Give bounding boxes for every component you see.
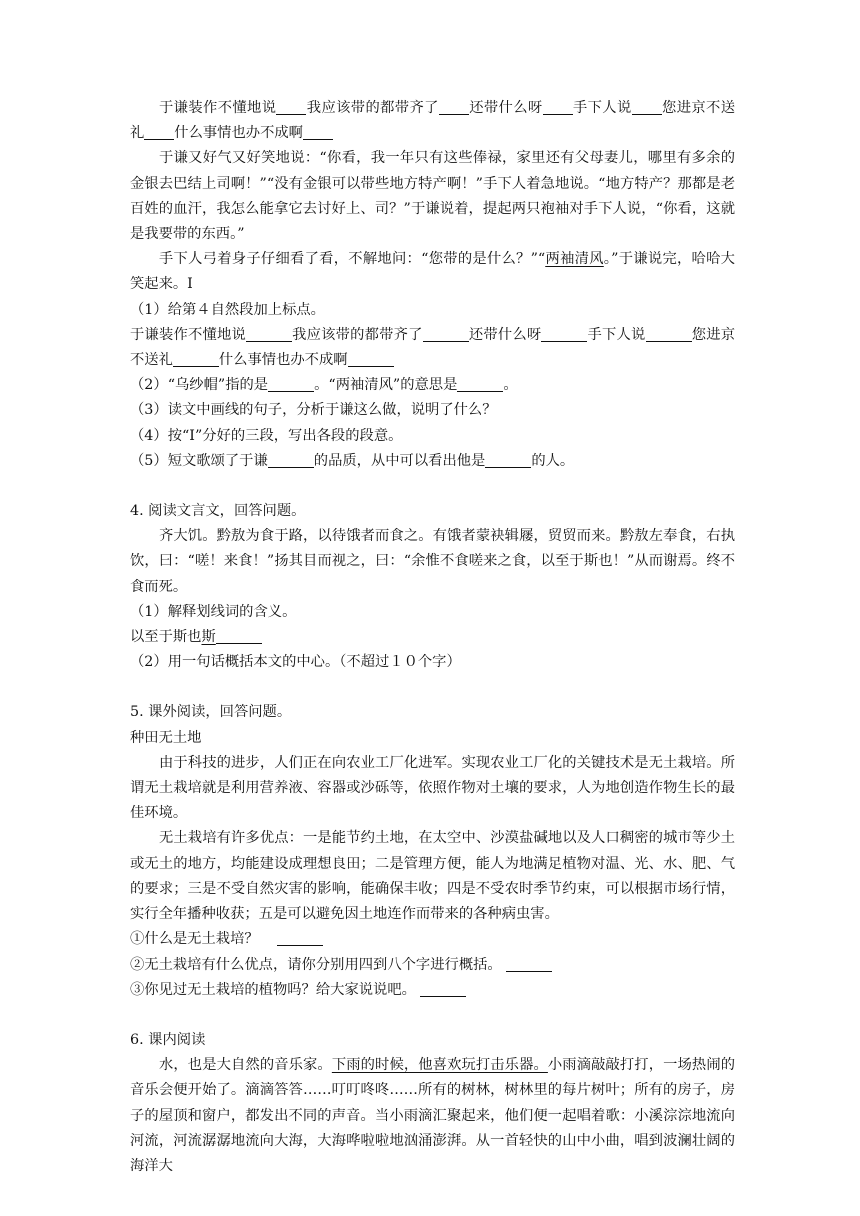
section-6-paragraph: 水，也是大自然的音乐家。下雨的时候，他喜欢玩打击乐器。小雨滴敲敲打打，一场热闹的音乐会便开始了。滴滴答答……叮叮咚咚……所有的树林，树林里的每片树叶；所有的房子，房子的屋顶和窗户，都发出不同的声音。当小雨滴汇聚起来，他们便一起唱着歌：小溪淙淙地流向河流，河流潺潺地流向大海，大海哗啦啦地汹涌澎湃。从一首轻快的山中小曲，唱到波澜壮阔的海洋大 xyxy=(130,1057,736,1174)
underlined-phrase: 两袖清风 xyxy=(545,251,604,268)
question-3-1: （1）给第４自然段加上标点。 xyxy=(130,301,325,318)
worksheet-page xyxy=(130,96,735,1179)
section-4-heading: 4. 阅读文言文，回答问题。 xyxy=(130,503,306,520)
question-5-1: ①什么是无土栽培？ xyxy=(130,927,735,952)
question-4-1-line: 以至于斯也斯 xyxy=(130,625,735,650)
story-paragraph-6: 手下人弓着身子仔细看了看，不解地问：“您带的是什么？”“两袖清风。”于谦说完，哈哈大笑起来。Ⅰ xyxy=(130,251,735,293)
question-4-1: （1）解释划线词的含义。 xyxy=(130,603,297,620)
section-6-heading: 6. 课内阅读 xyxy=(130,1031,206,1048)
story-paragraph-5: 于谦又好气又好笑地说：“你看，我一年只有这些俸禄，家里还有父母妻儿，哪里有多余的金银去巴结上司啊！”“没有金银可以带些地方特产啊！”手下人着急地说。“地方特产？那都是老百姓的血汗，我怎么能拿它去讨好上、司？”于谦说着，提起两只袍袖对手下人说，“你看，这就是我要带的东西。” xyxy=(130,150,735,243)
question-5-3: ③你见过无土栽培的植物吗？给大家说说吧。 xyxy=(130,978,735,1003)
story-paragraph-4: 于谦装作不懂地说 我应该带的都带齐了 还带什么呀 手下人说 您进京不送礼 什么事情也办不成啊 xyxy=(130,100,736,142)
section-5-paragraph-1: 由于科技的进步，人们正在向农业工厂化进军。实现农业工厂化的关键技术是无土栽培。所谓无土栽培就是利用营养液、容器或沙砾等，依照作物对土壤的要求，人为地创造作物生长的最佳环境。 xyxy=(130,754,735,822)
question-3-4: （4）按“Ⅰ”分好的三段，写出各段的段意。 xyxy=(130,427,403,444)
section-5-paragraph-2: 无土栽培有许多优点：一是能节约土地，在太空中、沙漠盐碱地以及人口稠密的城市等少土或无土的地方，均能建设成理想良田；二是管理方便，能人为地满足植物对温、光、水、肥、气的要求；三是不受自然灾害的影响，能确保丰收；四是不受农时季节约束，可以根据市场行情，实行全年播种收获；五是可以避免因土地连作而带来的各种病虫害。 xyxy=(130,830,735,923)
question-4-2: （2）用一句话概括本文的中心。（不超过１０个字） xyxy=(130,654,461,671)
question-3-3: （3）读文中画线的句子，分析于谦这么做，说明了什么？ xyxy=(130,402,497,419)
section-4-text: 齐大饥。黔敖为食于路，以待饿者而食之。有饿者蒙袂辑屦，贸贸而来。黔敖左奉食，右执饮，曰：“嗟！来食！”扬其目而视之，曰：“余惟不食嗟来之食，以至于斯也！”从而谢焉。终不食而死。 xyxy=(130,528,735,595)
question-3-2: （2）“乌纱帽”指的是 。“两袖清风”的意思是 。 xyxy=(130,377,518,394)
question-3-1-answer-line: 于谦装作不懂地说 我应该带的都带齐了 还带什么呀 手下人说 您进京不送礼 什么事情也办不成啊 xyxy=(130,326,736,369)
section-5-title: 种田无土地 xyxy=(130,729,202,746)
question-3-5: （5）短文歌颂了于谦 的品质，从中可以看出他是 的人。 xyxy=(130,452,575,469)
underlined-sentence: 下雨的时候，他喜欢玩打击乐器。 xyxy=(331,1057,548,1074)
question-5-2: ②无土栽培有什么优点，请你分别用四到八个字进行概括。 xyxy=(130,953,735,978)
underlined-word: 斯 xyxy=(201,629,216,646)
section-5-heading: 5. 课外阅读，回答问题。 xyxy=(130,704,292,721)
